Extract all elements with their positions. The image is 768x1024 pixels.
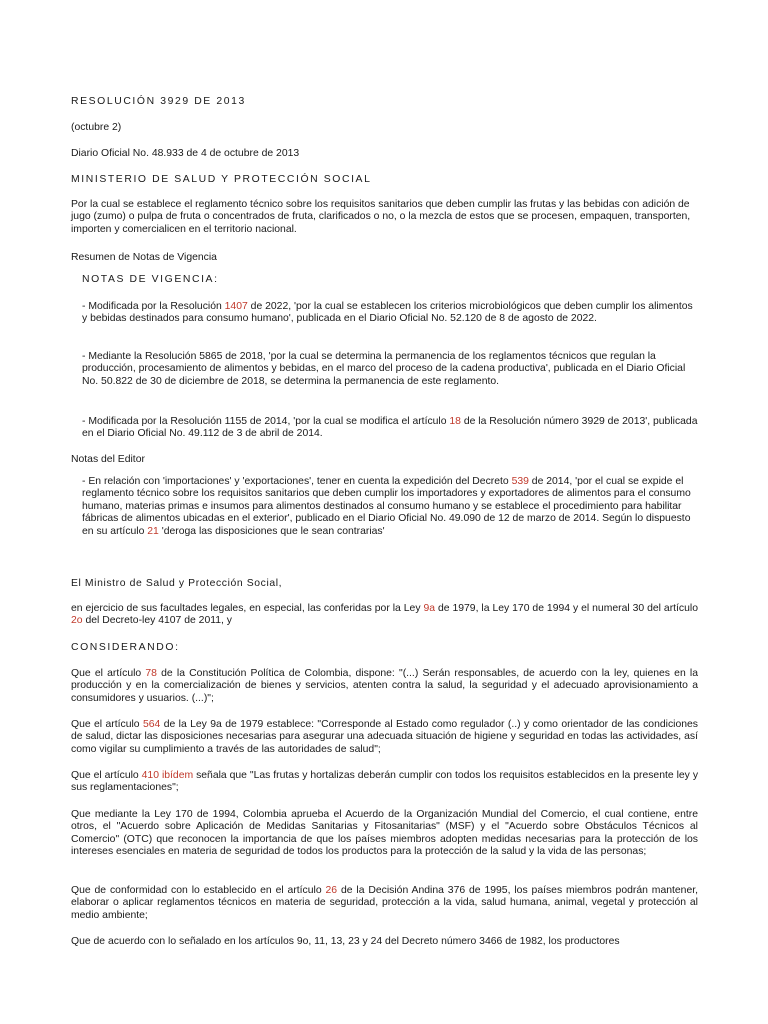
facultades-paragraph: en ejercicio de sus facultades legales, en especial, las conferidas por la Ley 9a de 1979, la Ley 170 de 1994 y el numeral 30 del artículo 2o del Decreto-ley 4107 de 2011, y xyxy=(71,603,698,627)
nota-editor: - En relación con 'importaciones' y 'exportaciones', tener en cuenta la expedición del Decreto 539 de 2014, 'por el cual se expide el reglamento técnico sobre los requisitos sanitarios que deben cumplir los importadores y exportadores de alimentos para el consumo humano, materias primas e insumos para alimentos destinados al consumo humano y se establece el procedimiento para habilitar fábricas de alimentos ubicadas en el exterior', publicado en el Diario Oficial No. 49.090 de 12 de marzo de 2014. Según lo dispuesto en su artículo 21 'deroga las disposiciones que le sean contrarias' xyxy=(82,476,691,537)
notas-editor-heading: Notas del Editor xyxy=(71,454,145,465)
considerando-6: Que de acuerdo con lo señalado en los artículos 9o, 11, 13, 23 y 24 del Decreto número 3466 de 1982, los productores xyxy=(71,936,620,947)
diario-oficial-line: Diario Oficial No. 48.933 de 4 de octubre de 2013 xyxy=(71,148,300,159)
resolucion-1407-link[interactable]: 1407 xyxy=(224,301,248,312)
resolution-summary: Por la cual se establece el reglamento técnico sobre los requisitos sanitarios que deben cumplir las frutas y las bebidas con adición de jugo (zumo) o pulpa de fruta o concentrados de fruta, clarificados o no, o la mezcla de estos que se procesen, empaquen, transporten, importen y comercialicen en el territorio nacional. xyxy=(71,199,691,235)
considerando-heading: CONSIDERANDO: xyxy=(71,642,180,653)
articulo-2o-link[interactable]: 2o xyxy=(71,615,83,627)
nota-vigencia-1: - Modificada por la Resolución 1407 de 2022, 'por la cual se establecen los criterios microbiológicos que deben cumplir los alimentos y bebidas destinados para consumo humano', publicada en el Diario Oficial No. 52.120 de 8 de agosto de 2022. xyxy=(82,301,693,325)
resumen-heading: Resumen de Notas de Vigencia xyxy=(71,252,217,263)
articulo-21-link[interactable]: 21 xyxy=(147,525,159,537)
notas-vigencia-heading: NOTAS DE VIGENCIA: xyxy=(82,274,219,285)
considerando-4: Que mediante la Ley 170 de 1994, Colombia aprueba el Acuerdo de la Organización Mundial del Comercio, el cual contiene, entre otros, el "Acuerdo sobre Aplicación de Medidas Sanitarias y Fitosanitarias" (MSF) y el "Acuerdo sobre Obstáculos Técnicos al Comercio" (OTC) que reconocen la importancia de que los países miembros adopten medidas necesarias para la protección de los intereses esenciales en materia de seguridad de todos los productos para la protección de la salud y la vida de las personas; xyxy=(71,809,698,858)
considerando-1: Que el artículo 78 de la Constitución Política de Colombia, dispone: "(...) Serán responsables, de acuerdo con la ley, quienes en la producción y en la comercialización de bienes y servicios, atenten contra la salud, la seguridad y el adecuado aprovisionamiento a consumidores y usuarios. (...)"; xyxy=(71,668,699,704)
considerando-3: Que el artículo 410 ibídem señala que "Las frutas y hortalizas deberán cumplir con todos los requisitos establecidos en la presente ley y sus reglamentaciones"; xyxy=(71,770,699,794)
ibidem-link[interactable]: ibídem xyxy=(161,770,194,781)
articulo-78-link[interactable]: 78 xyxy=(145,668,157,679)
ley-9a-link[interactable]: 9a xyxy=(423,603,436,614)
articulo-26-link[interactable]: 26 xyxy=(325,885,338,896)
articulo-410-link[interactable]: 410 xyxy=(141,770,159,781)
articulo-18-link[interactable]: 18 xyxy=(449,416,461,427)
nota-vigencia-3: - Modificada por la Resolución 1155 de 2014, 'por la cual se modifica el artículo 18 de la Resolución número 3929 de 2013', publicada en el Diario Oficial No. 49.112 de 3 de abril de 2014. xyxy=(82,416,698,440)
document-title: RESOLUCIÓN 3929 DE 2013 xyxy=(71,96,246,107)
minister-line: El Ministro de Salud y Protección Social, xyxy=(71,578,283,589)
decreto-539-link[interactable]: 539 xyxy=(511,476,529,487)
considerando-5: Que de conformidad con lo establecido en el artículo 26 de la Decisión Andina 376 de 1995, los países miembros podrán mantener, elaborar o aplicar reglamentos técnicos en materia de seguridad, protección a la vida, salud humana, animal, vegetal y protección al medio ambiente; xyxy=(71,885,698,921)
date-line: (octubre 2) xyxy=(71,122,122,133)
articulo-564-link[interactable]: 564 xyxy=(142,719,161,730)
ministry-heading: MINISTERIO DE SALUD Y PROTECCIÓN SOCIAL xyxy=(71,174,372,185)
considerando-2: Que el artículo 564 de la Ley 9a de 1979 establece: "Corresponde al Estado como regulador (..) y como orientador de las condiciones de salud, dictar las disposiciones necesarias para asegurar una adecuada situación de higiene y seguridad en todas las actividades, así como vigilar su cumplimiento a través de las autoridades de salud"; xyxy=(71,719,698,755)
nota-vigencia-2: - Mediante la Resolución 5865 de 2018, 'por la cual se determina la permanencia de los reglamentos técnicos que regulan la producción, procesamiento de alimentos y bebidas, en el marco del proceso de la cadena productiva', publicada en el Diario Oficial No. 50.822 de 30 de diciembre de 2018, se determina la permanencia de este reglamento. xyxy=(82,351,686,387)
